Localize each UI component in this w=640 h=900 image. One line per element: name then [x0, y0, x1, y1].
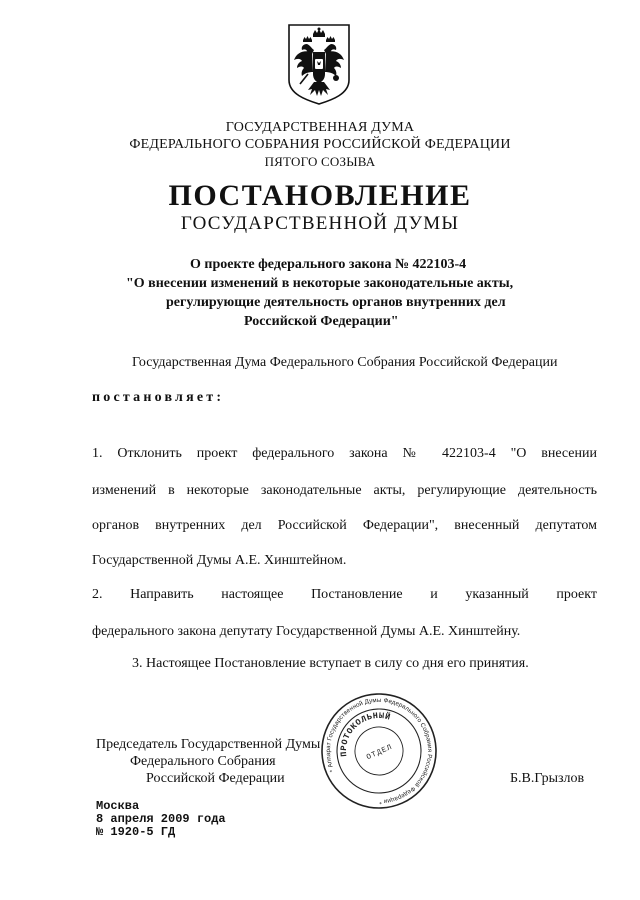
- signatory-title-line-3: Российской Федерации: [146, 771, 285, 786]
- header-line-federal-assembly: ФЕДЕРАЛЬНОГО СОБРАНИЯ РОССИЙСКОЙ ФЕДЕРАЦИИ: [129, 137, 511, 152]
- paragraph-1-line-1: 1. Отклонить проект федерального закона № 422103-4 "О внесении: [92, 446, 597, 461]
- place-of-adoption: Москва: [96, 799, 140, 813]
- stamp-center-text: ОТДЕЛ: [365, 743, 395, 763]
- protocol-department-stamp: [318, 690, 440, 812]
- paragraph-2-line-2: федерального закона депутату Государственной Думы А.Е. Хинштейну.: [92, 624, 521, 639]
- subject-line-2: "О внесении изменений в некоторые законодательные акты,: [126, 276, 514, 291]
- document-type-subtitle: ГОСУДАРСТВЕННОЙ ДУМЫ: [180, 213, 460, 234]
- subject-line-4: Российской Федерации": [244, 314, 399, 329]
- paragraph-1-line-3: органов внутренних дел Российской Федерации", внесенный депутатом: [92, 518, 597, 533]
- date-of-adoption: 8 апреля 2009 года: [96, 812, 226, 826]
- state-emblem-icon: [286, 22, 352, 106]
- preamble: Государственная Дума Федерального Собрания Российской Федерации: [132, 355, 558, 370]
- header-line-duma: ГОСУДАРСТВЕННАЯ ДУМА: [225, 120, 415, 135]
- document-type-title: ПОСТАНОВЛЕНИЕ: [168, 179, 472, 212]
- registration-number: № 1920-5 ГД: [96, 825, 176, 839]
- signatory-name: Б.В.Грызлов: [510, 771, 585, 786]
- decrees-keyword: постановляет:: [92, 390, 225, 405]
- signatory-title-line-1: Председатель Государственной Думы: [96, 737, 321, 752]
- stamp-inner-text: ПРОТОКОЛЬНЫЙ: [338, 710, 392, 758]
- paragraph-1-line-4: Государственной Думы А.Е. Хинштейном.: [92, 553, 347, 568]
- paragraph-3: 3. Настоящее Постановление вступает в силу со дня его принятия.: [132, 656, 529, 671]
- paragraph-1-line-2: изменений в некоторые законодательные акты, регулирующие деятельность: [92, 483, 597, 498]
- paragraph-2-line-1: 2. Направить настоящее Постановление и указанный проект: [92, 587, 597, 602]
- subject-line-1: О проекте федерального закона № 422103-4: [190, 257, 467, 272]
- signatory-title-line-2: Федерального Собрания: [130, 754, 276, 769]
- stamp-outer-text: * Аппарат Государственной Думы Федерального Собрания Российской Федерации *: [324, 696, 434, 806]
- header-line-convocation: ПЯТОГО СОЗЫВА: [264, 154, 376, 169]
- subject-line-3: регулирующие деятельность органов внутренних дел: [166, 295, 506, 310]
